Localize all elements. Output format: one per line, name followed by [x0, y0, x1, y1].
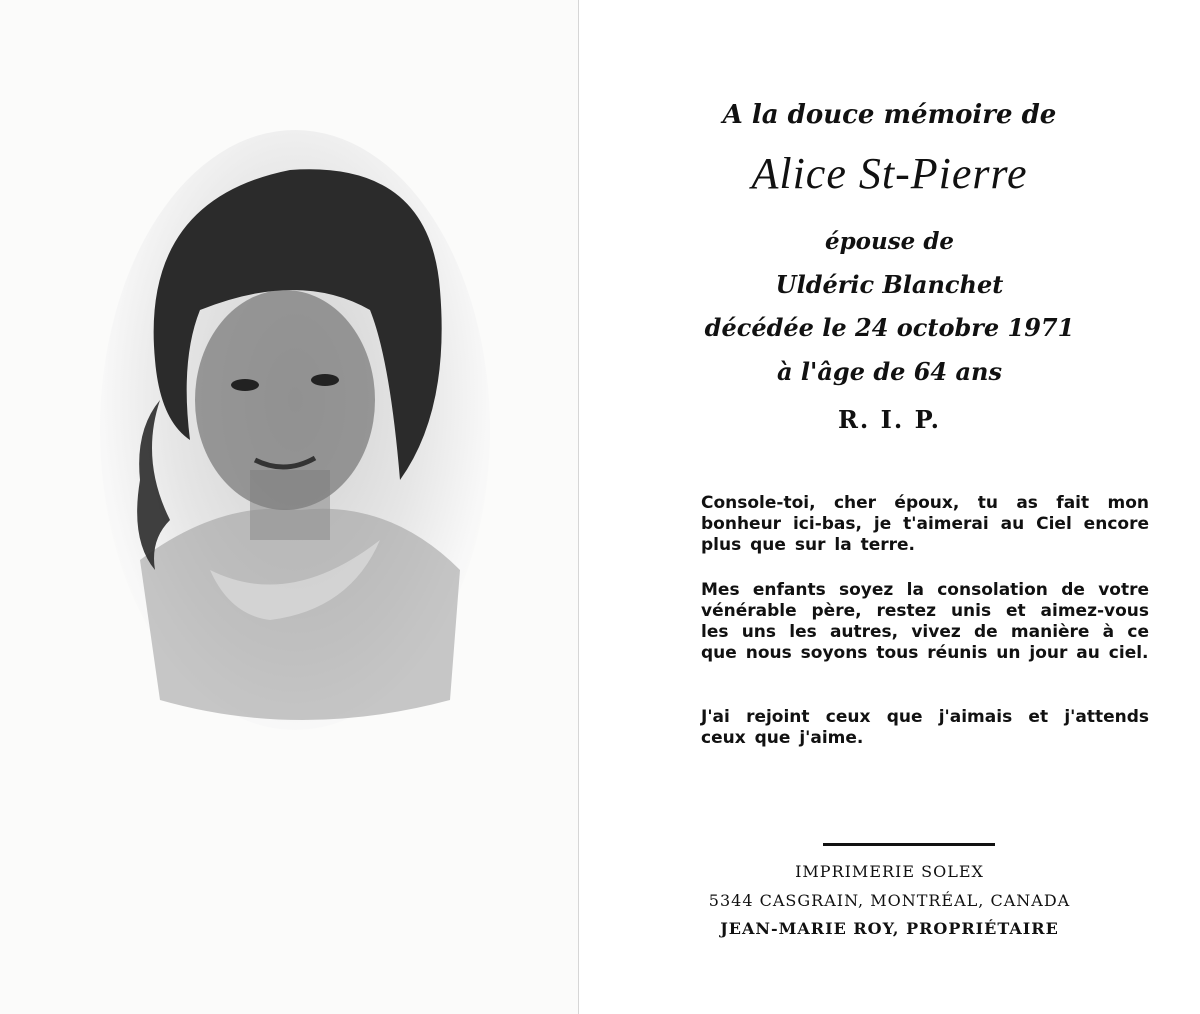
deceased-name: Alice St-Pierre — [751, 149, 1028, 198]
portrait-panel — [0, 0, 579, 1014]
death-date-line: décédée le 24 octobre 1971 — [704, 313, 1075, 342]
portrait-photo — [100, 140, 490, 730]
portrait-face — [195, 290, 375, 510]
printer-name: IMPRIMERIE SOLEX — [795, 862, 984, 881]
message-paragraph: J'ai rejoint ceux que j'aimais et j'attends ceux que j'aime. — [701, 707, 1149, 748]
age-line: à l'âge de 64 ans — [777, 357, 1002, 386]
divider-rule — [823, 843, 995, 846]
memorial-text-panel — [579, 0, 1200, 1014]
portrait-clothing — [140, 509, 460, 720]
printer-owner: JEAN-MARIE ROY, PROPRIÉTAIRE — [720, 919, 1059, 938]
message-paragraph: Mes enfants soyez la consolation de votre vénérable père, restez unis et aimez-vous les uns les autres, vivez de manière à ce que nous soyons tous réunis un jour au ciel. — [701, 580, 1149, 663]
message-paragraph: Console-toi, cher époux, tu as fait mon bonheur ici-bas, je t'aimerai au Ciel encore plus que sur la terre. — [701, 493, 1149, 555]
dedication-heading: A la douce mémoire de — [722, 100, 1057, 130]
portrait-eye-right — [311, 374, 339, 386]
portrait-eye-left — [231, 379, 259, 391]
spouse-intro: épouse de — [824, 228, 955, 255]
rip-line: R. I. P. — [837, 405, 942, 434]
printer-address: 5344 CASGRAIN, MONTRÉAL, CANADA — [708, 891, 1071, 910]
spouse-name: Uldéric Blanchet — [775, 270, 1004, 299]
